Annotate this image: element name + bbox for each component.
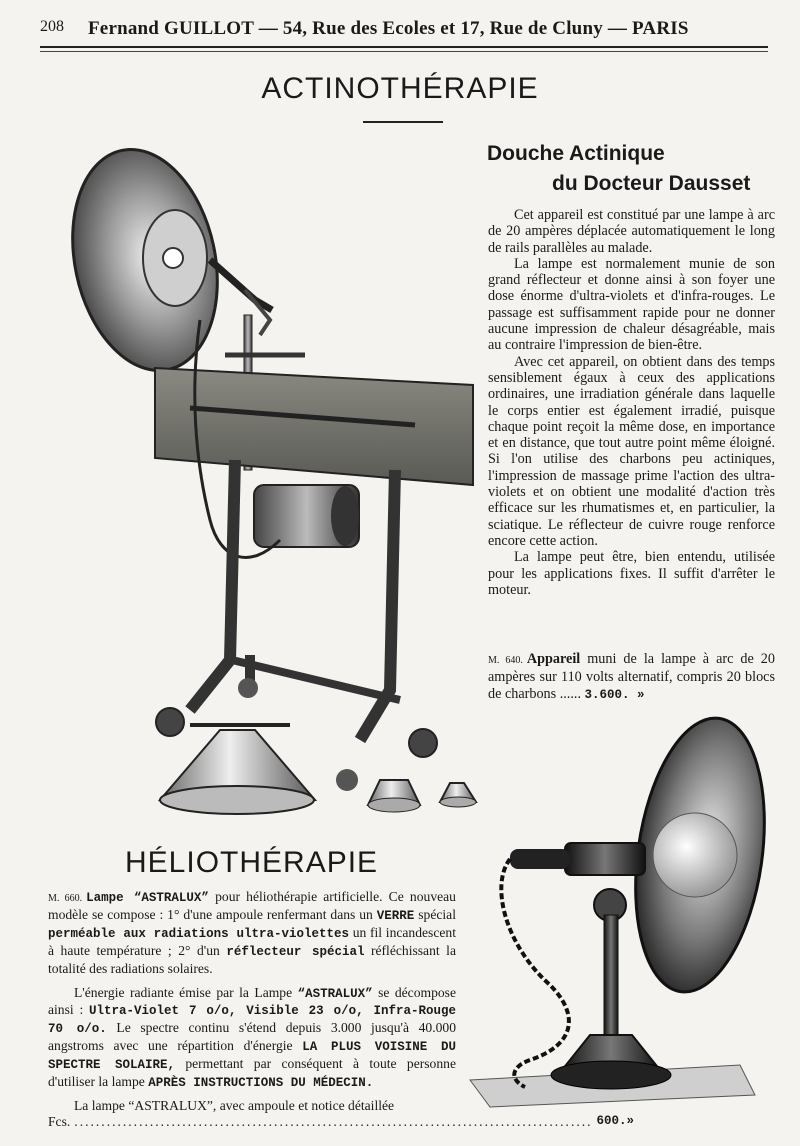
paragraph: Cet appareil est constitué par une lampe à arc de 20 ampères déplacée automatiquement le long de rails parallèles au malade. [488,207,775,256]
verre: VERRE [376,908,415,923]
permeable: perméable aux radiations ultra-violettes [48,926,349,941]
text: réfléchissant la totalité des radiations solaires. [48,942,456,976]
offer-lead: Appareil [526,651,581,667]
text: permettant par conséquent à toute personne d'utiliser la lampe [48,1056,456,1090]
apres-instructions: APRÈS INSTRUCTIONS DU MÉDECIN. [148,1076,374,1091]
price-line [48,1113,635,1130]
title-underline [363,121,443,123]
reflecteur: réflecteur spécial [226,944,365,959]
page-number: 208 [40,18,64,35]
leader-dots: ................................................................................................ [74,1113,593,1129]
section-title-actinotherapie: ACTINOTHÉRAPIE [261,72,539,105]
heading-docteur-dausset: du Docteur Dausset [552,172,751,195]
section-title-heliotherapie: HÉLIOTHÉRAPIE [125,846,379,879]
spectrum: Ultra-Violet 7 o/o, Visible 23 o/o, Infra-Rouge 70 o/o. [48,1004,456,1037]
paragraph: Avec cet appareil, on obtient dans des temps sensiblement égaux à ceux des applications ordinaires, une irradiation générale dans laquelle le corps entier est également irradié, puisque chaque point reçoit la même dose, en importance et en distance, que tout autre point même éloigné. Si l'on utilise des charbons peu actiniques, l'impression de massage prime l'action des ultra-violets et on obtient une modalité d'action très efficace sur les rhumatismes et, en particulier, la sciatique. Le réflecteur de cuivre rouge renforce encore cette action. [488,353,775,549]
astralux-price: 600.» [596,1113,635,1128]
header-rule-thin [40,51,768,52]
astralux-description [48,889,635,1130]
text: un fil incandescent à haute température ; 2° d'un [48,924,456,958]
text: se décompose ainsi : [48,984,457,1018]
offer-text: muni de la lampe à arc de 20 ampères sur 110 volts alternatif, compris 20 blocs de charbons [488,651,775,702]
catalog-ref: M. 640. [488,655,523,666]
header-rule [40,46,768,48]
text: Le spectre continu s'étend depuis 3.000 jusqu'à 40.000 angstroms avec une répartition d'énergie [48,1020,456,1054]
douche-actinique-illustration [40,140,485,830]
paragraph: La lampe est normalement munie de son grand réflecteur et donne ainsi à son foyer une dose énorme d'ultra-violets et d'infra-rouges. Le passage est suffisamment rapide pour ne donner aucune impression de chaleur désagréable, mais au contraire l'impression de bien-être. [488,255,775,354]
fcs-label: Fcs. [48,1113,71,1129]
catalog-ref: M. 660. [48,893,83,904]
offer-dots: ...... [559,685,581,702]
lamp-lead: Lampe “ASTRALUX” [86,891,209,905]
plus-voisine: LA PLUS VOISINE DU SPECTRE SOLAIRE, [48,1040,456,1073]
paragraph [48,985,456,1092]
offer-price: 3.600. » [584,687,645,702]
text: L'énergie radiante émise par la Lampe [74,984,293,1000]
paragraph: La lampe peut être, bien entendu, utilisée pour les applications fixes. Il suffit d'arrêter le moteur. [488,549,775,598]
text: spécial [418,906,456,922]
heading-douche-actinique: Douche Actinique [487,142,665,165]
douche-description [488,207,775,598]
astralux-lamp-illustration [470,715,770,1110]
astralux: “ASTRALUX” [297,986,373,1001]
text: pour héliothérapie artificielle. Ce nouveau modèle se compose : 1° d'une ampoule renfermant dans un [48,889,456,922]
paragraph [48,889,456,977]
page-header-title: Fernand GUILLOT — 54, Rue des Ecoles et 17, Rue de Cluny — PARIS [88,18,689,39]
paragraph: La lampe “ASTRALUX”, avec ampoule et notice détaillée [74,1097,395,1113]
offer-m640 [488,651,775,703]
